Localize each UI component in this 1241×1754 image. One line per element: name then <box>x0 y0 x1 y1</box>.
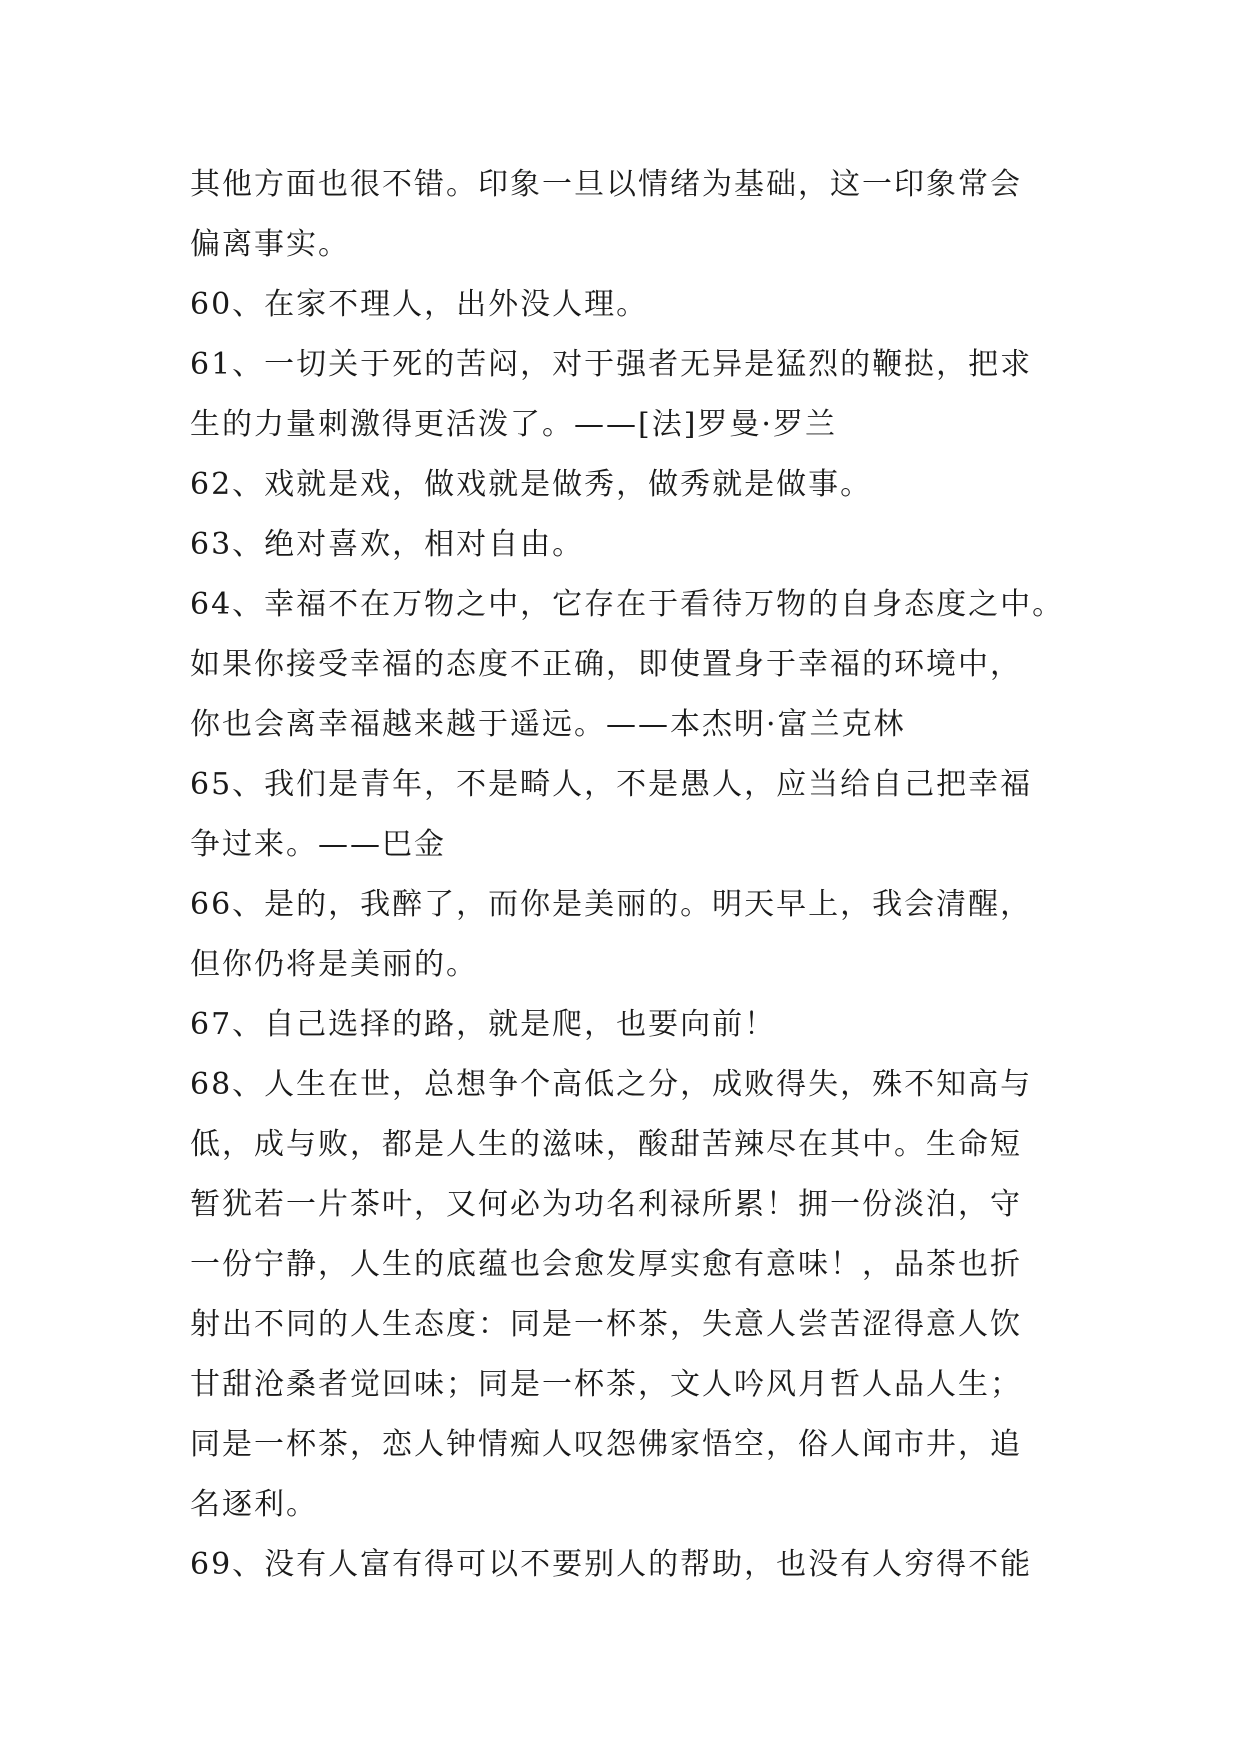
text-line: 争过来。——巴金 <box>190 827 446 862</box>
text-line: 一份宁静，人生的底蕴也会愈发厚实愈有意味！，品茶也折 <box>190 1247 1022 1282</box>
text-line: 同是一杯茶，恋人钟情痴人叹怨佛家悟空，俗人闻市井，追 <box>190 1427 1022 1462</box>
text-line: 61、一切关于死的苦闷，对于强者无异是猛烈的鞭挞，把求 <box>190 347 1033 382</box>
text-line: 65、我们是青年，不是畸人，不是愚人，应当给自己把幸福 <box>190 767 1033 802</box>
text-line: 62、戏就是戏，做戏就是做秀，做秀就是做事。 <box>190 467 873 502</box>
text-line: 低，成与败，都是人生的滋味，酸甜苦辣尽在其中。生命短 <box>190 1127 1022 1162</box>
text-line: 甘甜沧桑者觉回味；同是一杯茶，文人吟风月哲人品人生； <box>190 1367 1022 1402</box>
document-text-body <box>190 155 1070 1595</box>
text-line: 60、在家不理人，出外没人理。 <box>190 287 649 322</box>
text-line: 如果你接受幸福的态度不正确，即使置身于幸福的环境中， <box>190 647 1022 682</box>
text-line: 69、没有人富有得可以不要别人的帮助，也没有人穷得不能 <box>190 1547 1033 1582</box>
text-line: 但你仍将是美丽的。 <box>190 947 478 982</box>
text-line: 66、是的，我醉了，而你是美丽的。明天早上，我会清醒， <box>190 887 1033 922</box>
text-line: 生的力量刺激得更活泼了。——[法]罗曼·罗兰 <box>190 407 837 442</box>
text-line: 其他方面也很不错。印象一旦以情绪为基础，这一印象常会 <box>190 167 1022 202</box>
text-line: 偏离事实。 <box>190 227 350 262</box>
text-line: 68、人生在世，总想争个高低之分，成败得失，殊不知高与 <box>190 1067 1033 1102</box>
text-line: 63、绝对喜欢，相对自由。 <box>190 527 585 562</box>
text-line: 你也会离幸福越来越于遥远。——本杰明·富兰克林 <box>190 707 906 742</box>
text-line: 67、自己选择的路，就是爬，也要向前！ <box>190 1007 777 1042</box>
text-line: 名逐利。 <box>190 1487 318 1522</box>
text-line: 暂犹若一片茶叶，又何必为功名利禄所累！拥一份淡泊，守 <box>190 1187 1022 1222</box>
text-line: 射出不同的人生态度：同是一杯茶，失意人尝苦涩得意人饮 <box>190 1307 1022 1342</box>
text-line: 64、幸福不在万物之中，它存在于看待万物的自身态度之中。 <box>190 587 1065 622</box>
